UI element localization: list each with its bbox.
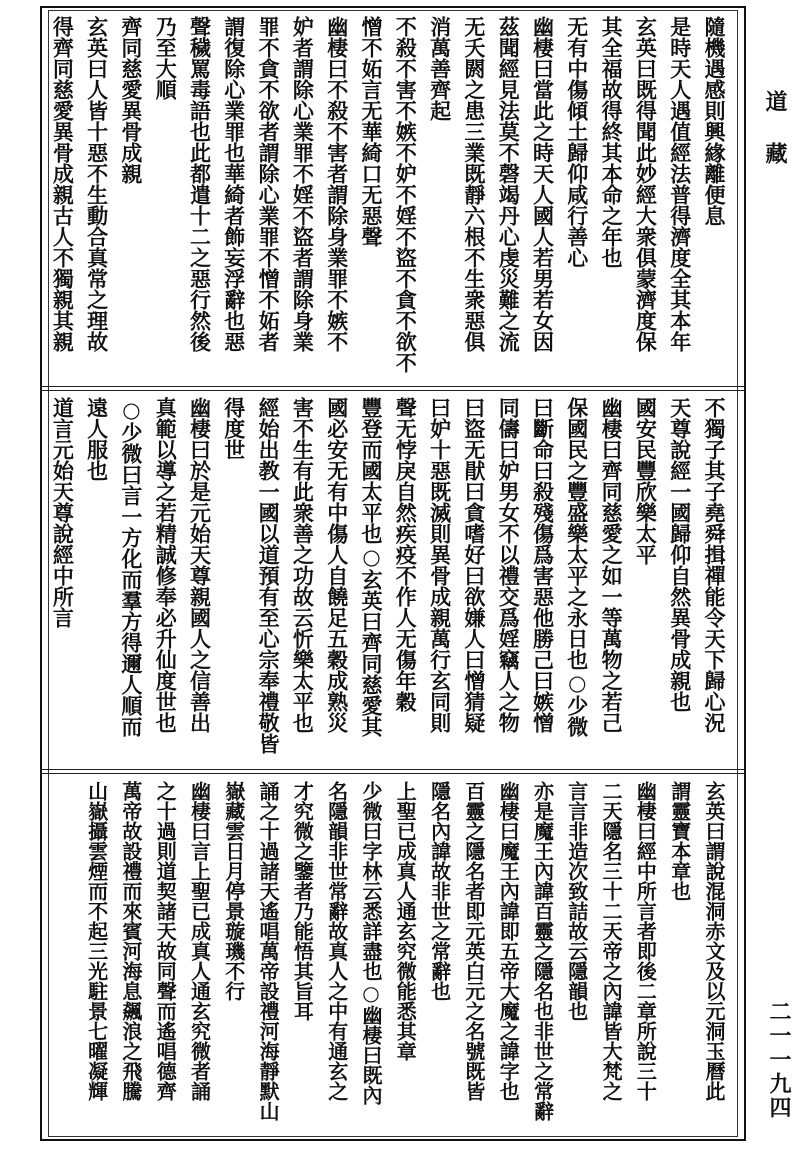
text-column: 謂靈寶本章也 bbox=[667, 781, 692, 901]
text-column: 同儔曰妒男女不以禮交爲婬竊人之物 bbox=[496, 397, 522, 733]
text-column: 豐登而國太平也○玄英曰齊同慈愛其 bbox=[359, 397, 384, 737]
margin-page-number: 二一一九四 bbox=[766, 1000, 792, 1120]
text-column: 天尊說經一國歸仰自然異骨成親也 bbox=[667, 397, 693, 712]
text-column: 遠人服也 bbox=[84, 397, 110, 481]
text-column: 罪不貪不欲者謂除心業罪不憎不妬者 bbox=[256, 16, 282, 352]
text-column: 玄英曰謂說混洞赤文及以元洞玉曆此 bbox=[702, 781, 726, 1101]
text-column: 幽棲曰於是元始天尊親國人之信善出 bbox=[187, 397, 213, 733]
text-column: 憎不妬言无華綺口无惡聲 bbox=[359, 16, 384, 247]
panel-divider bbox=[40, 773, 746, 774]
text-column: 幽棲曰言上聖已成真人通玄究微者誦 bbox=[187, 781, 212, 1101]
text-column: 幽棲曰當此之時天人國人若男若女因 bbox=[530, 16, 556, 352]
text-column: 妒者謂除心業罪不婬不盜者謂除身業 bbox=[290, 16, 316, 352]
text-column: 幽棲曰不殺不害者謂除身業罪不嫉不 bbox=[324, 16, 350, 352]
text-panel-bottom bbox=[49, 777, 737, 1135]
text-column: 是時天人遇值經法普得濟度全其本年 bbox=[667, 16, 693, 352]
text-column: 幽棲曰經中所言者即後二章所說三十 bbox=[633, 781, 658, 1101]
text-column: 誦之十過諸天遙唱萬帝設禮河海靜默山 bbox=[256, 781, 281, 1121]
text-column: 玄英曰既得聞此妙經大衆俱蒙濟度保 bbox=[633, 16, 659, 352]
text-column: 曰盜无猒曰貪嗜好曰欲嫌人曰憎猜疑 bbox=[461, 397, 487, 733]
text-column: 曰妒十惡既滅則異骨成親萬行玄同則 bbox=[427, 397, 453, 733]
panel-divider bbox=[40, 386, 746, 387]
text-column: 國必安无有中傷人自饒足五穀成熟災 bbox=[324, 397, 350, 733]
text-column: 經始出教一國以道預有至心宗奉禮敬皆 bbox=[256, 397, 282, 754]
text-column: 乃至大順 bbox=[153, 16, 179, 100]
text-column: 山嶽攝雲煙而不起三光駐景七曜凝輝 bbox=[84, 781, 109, 1101]
text-column: 隨機遇感則興緣離便息 bbox=[702, 16, 727, 226]
text-column: 嶽藏雲日月停景璇璣不行 bbox=[221, 781, 246, 1001]
panel-divider bbox=[40, 769, 746, 770]
text-column: 名隱韻非世常辭故真人之中有通玄之 bbox=[324, 781, 349, 1101]
margin-title: 道藏 bbox=[762, 90, 788, 194]
text-column: 百靈之隱名者即元英白元之名號既皆 bbox=[461, 781, 486, 1101]
text-column: 真範以導之若精誠修奉必升仙度世也 bbox=[153, 397, 179, 733]
text-column: 二天隱名三十二天帝之內諱皆大梵之 bbox=[599, 781, 624, 1101]
panel-divider bbox=[40, 390, 746, 391]
text-column: 无有中傷傾土歸仰咸行善心 bbox=[564, 16, 590, 268]
text-column: 國安民豐欣樂太平 bbox=[633, 397, 659, 565]
text-column: 害不生有此衆善之功故云忻樂太平也 bbox=[290, 397, 316, 733]
text-column: 幽棲曰魔王內諱即五帝大魔之諱字也 bbox=[496, 781, 521, 1101]
text-column: 得齊同慈愛異骨成親古人不獨親其親 bbox=[50, 16, 76, 352]
text-column: 齊同慈愛異骨成親 bbox=[118, 16, 144, 184]
text-column: 保國民之豐盛樂太平之永日也○少微 bbox=[564, 397, 590, 737]
text-column: 上聖已成真人通玄究微能悉其章 bbox=[393, 781, 418, 1061]
text-column: 亦是魔王內諱百靈之隱名也非世之常辭 bbox=[530, 781, 555, 1121]
text-column: 曰斷命曰殺殘傷爲害惡他勝己曰嫉憎 bbox=[530, 397, 556, 733]
text-column: 不獨子其子堯舜揖禪能令天下歸心況 bbox=[702, 397, 727, 733]
text-panel-top bbox=[49, 12, 737, 383]
text-column: 道言元始天尊說經中所言 bbox=[50, 397, 76, 628]
text-column: 之十過則道契諸天故同聲而遙唱德齊 bbox=[153, 781, 178, 1101]
text-column: 茲聞經見法莫不磬竭丹心虔災難之流 bbox=[496, 16, 522, 352]
text-column: 其全福故得終其本命之年也 bbox=[599, 16, 625, 268]
text-column: 才究微之鑒者乃能悟其旨耳 bbox=[290, 781, 315, 1021]
text-column: 幽棲曰齊同慈愛之如一等萬物之若己 bbox=[599, 397, 625, 733]
text-column: ○少微曰言一方化而羣方得邇人順而 bbox=[118, 397, 144, 737]
text-column: 聲穢罵毒語也此都遣十二之惡行然後 bbox=[187, 16, 213, 352]
text-column: 得度世 bbox=[221, 397, 247, 460]
text-column: 不殺不害不嫉不妒不婬不盜不貪不欲不 bbox=[393, 16, 419, 373]
text-column: 萬帝故設禮而來賓河海息飆浪之飛騰 bbox=[118, 781, 143, 1101]
text-column: 言言非造次致詰故云隱韻也 bbox=[564, 781, 589, 1021]
text-column: 消萬善齊起 bbox=[427, 16, 453, 121]
text-column: 謂復除心業罪也華綺者飾妄浮辭也惡 bbox=[221, 16, 247, 352]
text-column: 无夭閼之患三業既靜六根不生衆惡俱 bbox=[461, 16, 487, 352]
text-panel-middle bbox=[49, 393, 737, 766]
text-column: 玄英曰人皆十惡不生動合真常之理故 bbox=[84, 16, 110, 352]
text-column: 少微曰字林云悉詳盡也○幽棲曰既內 bbox=[359, 781, 383, 1105]
text-column: 聲无悖戾自然疾疫不作人无傷年穀 bbox=[393, 397, 419, 712]
text-column: 隱名內諱故非世之常辭也 bbox=[427, 781, 452, 1001]
